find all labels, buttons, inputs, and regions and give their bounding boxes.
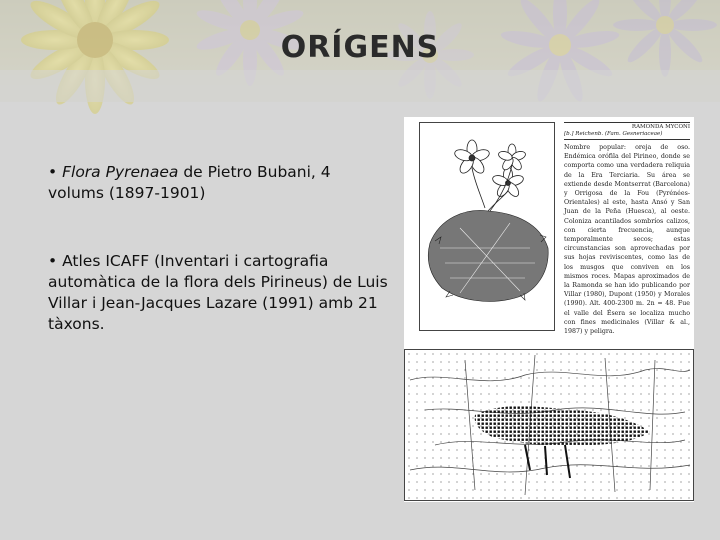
species-text-column bbox=[564, 122, 690, 336]
distribution-map-panel bbox=[404, 349, 694, 501]
bullet-text: de Pietro Bubani, 4 volums (1897-1901) bbox=[48, 163, 331, 202]
plant-illustration-panel bbox=[419, 122, 555, 331]
species-description: Nombre popular: oreja de oso. Endémica orófila del Pirineo, donde se comporta como una verdadera reliquia de la Era Terciaria. Su área se extiende desde Montserrat (Barcelona) y Orrigosa de la Fou (Pyrénées-Orientales) al este, hasta Ansó y San Juan de la Peña (Huesca), al oeste. Coloniza acantilados sombríos calizos, con cierta frecuencia, aunque temporalmente secos; estas circunstancias son aprovechadas por sus hojas reviviscentes, como las de los musgos que conviven en los mismos roces. Mapas aproximados de la Ramonda se han ido publicando por Villar (1980), Dupont (1950) y Morales (1990). Alt. 400-2300 m. 2n = 48. Fue el valle del Ésera se localiza mucho con fines medicinales (Villar & al., 1987) y peligra. bbox=[564, 144, 690, 336]
bullet-text: Atles ICAFF (Inventari i cartografia automàtica de la flora dels Pirineus) de Luis Villar i Jean-Jacques Lazare (1991) amb 21 tàxons. bbox=[48, 252, 388, 333]
distribution-map-drawing bbox=[405, 350, 693, 500]
ramonda-plant-drawing bbox=[420, 123, 554, 330]
species-name: RAMONDA MYCONI bbox=[631, 124, 690, 130]
species-header bbox=[564, 122, 690, 140]
book-title: Flora Pyrenaea bbox=[62, 163, 179, 181]
atlas-page-image bbox=[404, 117, 694, 502]
bullet-list bbox=[48, 162, 388, 382]
bullet-item-icaff bbox=[48, 251, 388, 335]
bullet-item-bubani bbox=[48, 162, 388, 204]
slide-title: ORÍGENS bbox=[280, 30, 440, 65]
bullet-symbol: • bbox=[48, 252, 58, 270]
species-authority: [b.] Reichenb. (Fam. Gesneriaceae) bbox=[564, 131, 663, 137]
bullet-symbol: • bbox=[48, 163, 58, 181]
